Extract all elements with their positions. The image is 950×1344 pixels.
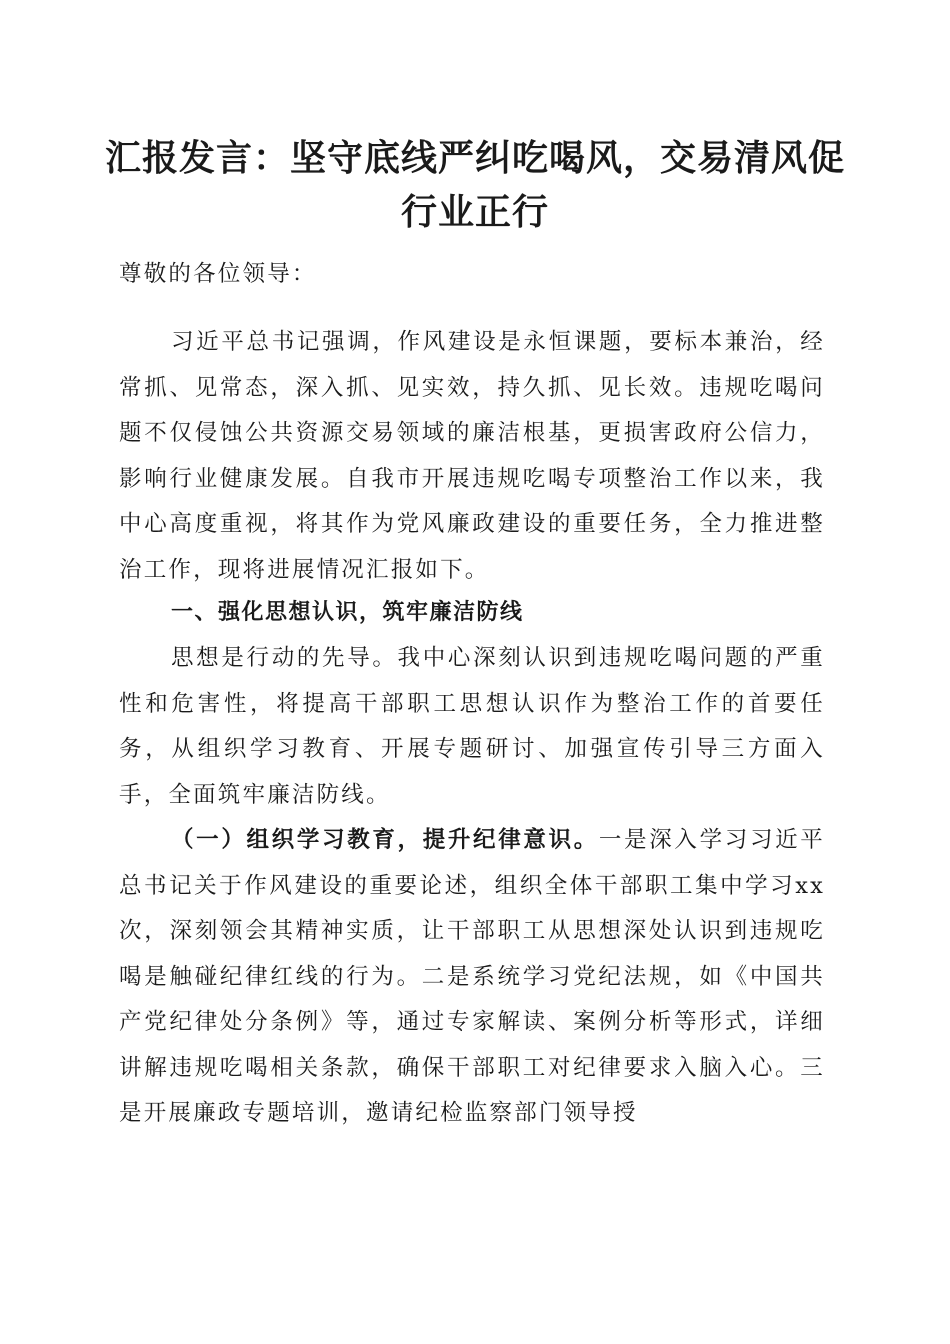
subsection-1-body: 一是深入学习习近平总书记关于作风建设的重要论述，组织全体干部职工集中学习xx次，深刻领会其精神实质，让干部职工从思想深处认识到违规吃喝是触碰纪律红线的行为。二是系统学习党纪法规，如《中国共产党纪律处分条例》等，通过专家解读、案例分析等形式，详细讲解违规吃喝相关条款，确保干部职工对纪律要求入脑入心。三是开展廉政专题培训，邀请纪检监察部门领导授: [119, 827, 825, 1126]
section-1-paragraph: 思想是行动的先导。我中心深刻认识到违规吃喝问题的严重性和危害性，将提高干部职工思想认识作为整治工作的首要任务，从组织学习教育、开展专题研讨、加强宣传引导三方面入手，全面筑牢廉洁防线。: [119, 645, 825, 808]
section-heading-1: 一、强化思想认识，筑牢廉洁防线: [171, 600, 524, 625]
salutation: 尊敬的各位领导：: [119, 261, 317, 287]
subsection-heading-1: （一）组织学习教育，提升纪律意识。: [171, 827, 599, 853]
title-line-1: 汇报发言：坚守底线严纠吃喝风，交易清风促: [104, 138, 845, 179]
title-line-2: 行业正行: [400, 192, 549, 233]
document-title: [100, 132, 850, 240]
subsection-1-paragraph: [119, 818, 825, 1137]
intro-paragraph: 习近平总书记强调，作风建设是永恒课题，要标本兼治，经常抓、见常态，深入抓、见实效，持久抓、见长效。违规吃喝问题不仅侵蚀公共资源交易领域的廉洁根基，更损害政府公信力，影响行业健康发展。自我市开展违规吃喝专项整治工作以来，我中心高度重视，将其作为党风廉政建设的重要任务，全力推进整治工作，现将进展情况汇报如下。: [119, 329, 825, 583]
